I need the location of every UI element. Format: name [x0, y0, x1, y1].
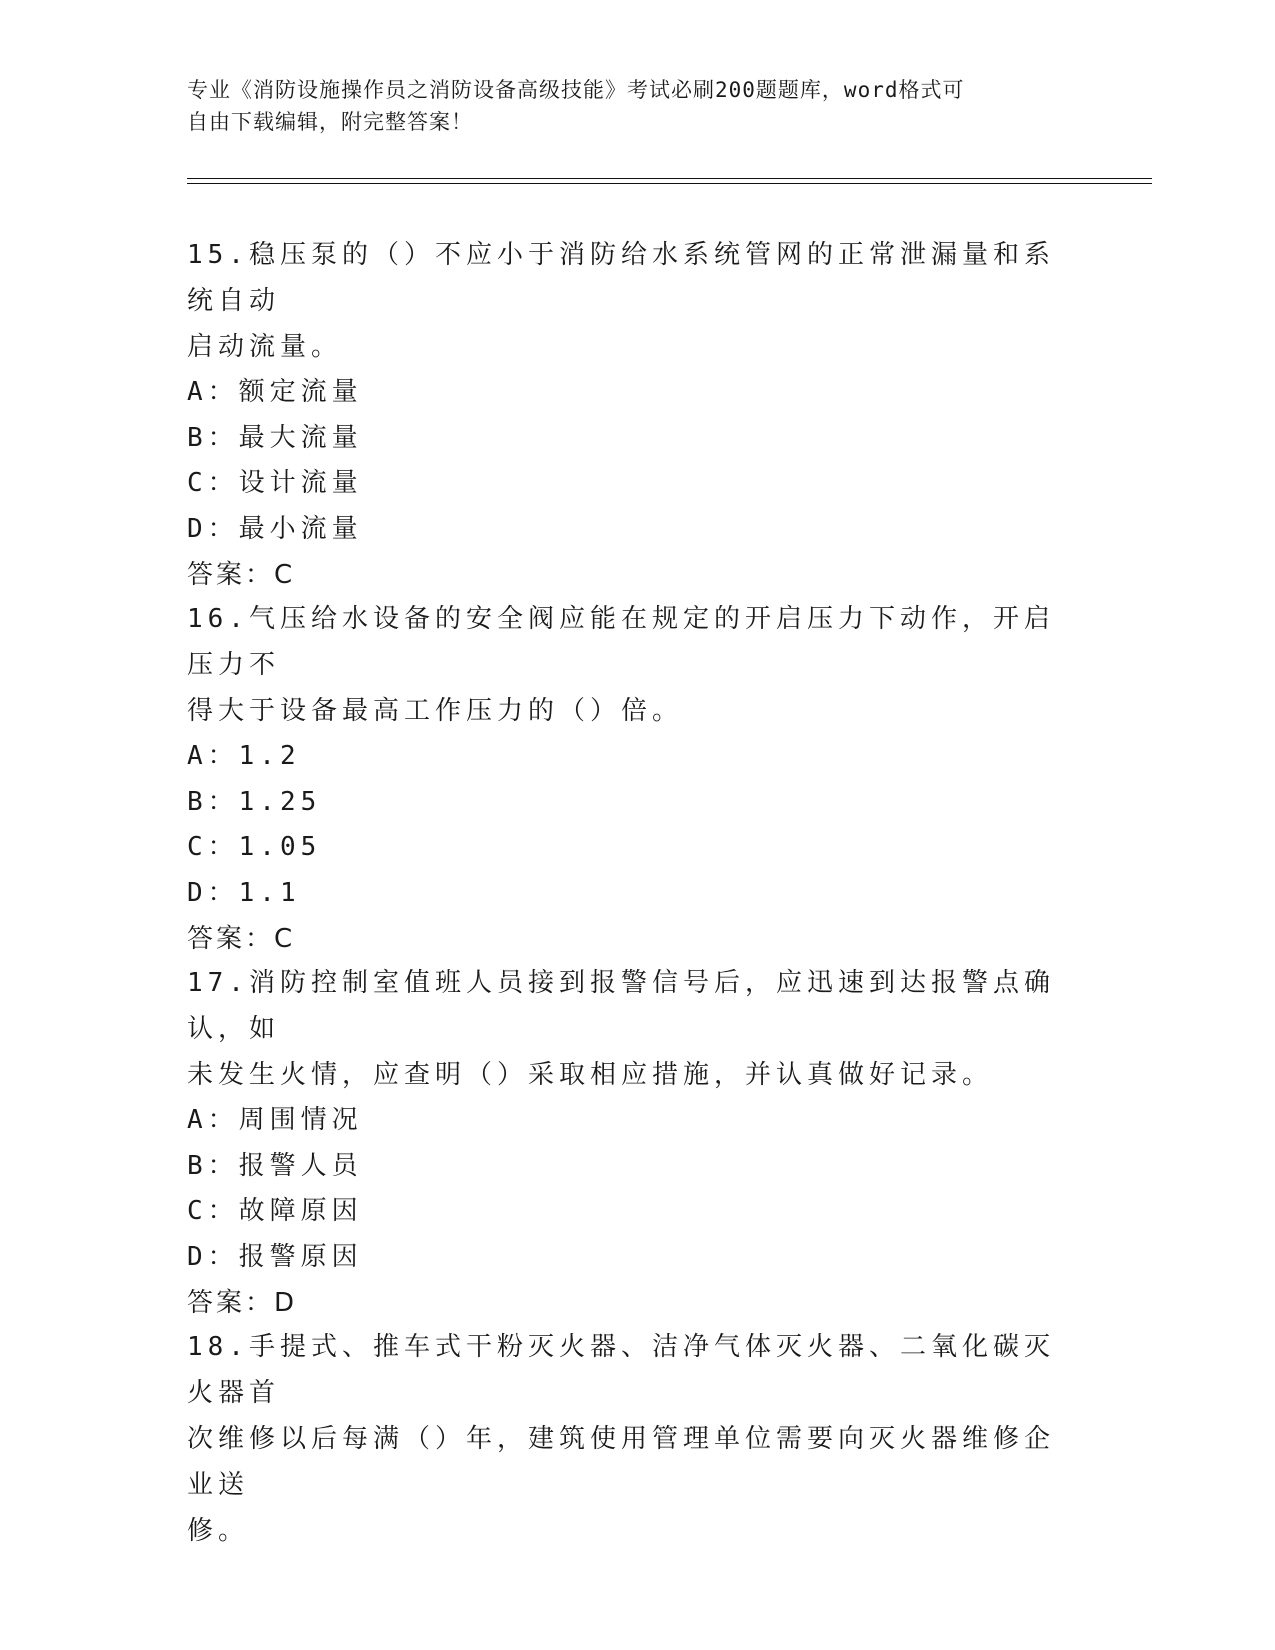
option-d: D：最小流量	[187, 513, 363, 544]
option-b: B：最大流量	[187, 422, 363, 453]
answer: 答案：C	[187, 924, 296, 954]
question-stem: 修。	[187, 1516, 250, 1546]
question-stem: 得大于设备最高工作压力的（）倍。	[187, 696, 684, 726]
question-stem: 15.稳压泵的（）不应小于消防给水系统管网的正常泄漏量和系统自动	[187, 240, 1055, 316]
option-b: B：1.25	[187, 786, 322, 817]
question-stem: 17.消防控制室值班人员接到报警信号后，应迅速到达报警点确认，如	[187, 968, 1055, 1044]
option-a: A：1.2	[187, 741, 301, 771]
question-18	[187, 1324, 1077, 1554]
option-c: C：1.05	[187, 832, 322, 862]
answer: 答案：C	[187, 560, 296, 590]
header-divider-bottom	[187, 183, 1152, 184]
answer: 答案：D	[187, 1288, 298, 1318]
question-stem: 18.手提式、推车式干粉灭火器、洁净气体灭火器、二氧化碳灭火器首	[187, 1332, 1055, 1408]
question-stem: 16.气压给水设备的安全阀应能在规定的开启压力下动作，开启压力不	[187, 604, 1055, 680]
question-15	[187, 232, 1077, 598]
header-line-1: 专业《消防设施操作员之消防设备高级技能》考试必刷200题题库，word格式可	[187, 78, 965, 102]
question-17	[187, 960, 1077, 1326]
question-16	[187, 596, 1077, 962]
option-a: A：周围情况	[187, 1105, 363, 1135]
option-c: C：设计流量	[187, 468, 363, 498]
option-a: A：额定流量	[187, 377, 363, 407]
option-d: D：1.1	[187, 877, 301, 908]
header-line-2: 自由下载编辑，附完整答案！	[187, 110, 473, 134]
option-b: B：报警人员	[187, 1150, 363, 1181]
option-d: D：报警原因	[187, 1241, 363, 1272]
question-stem: 启动流量。	[187, 332, 343, 362]
header-divider-top	[187, 178, 1152, 179]
question-stem: 次维修以后每满（）年，建筑使用管理单位需要向灭火器维修企业送	[187, 1424, 1056, 1500]
document-header	[187, 74, 1067, 138]
option-c: C：故障原因	[187, 1196, 363, 1226]
question-stem: 未发生火情，应查明（）采取相应措施，并认真做好记录。	[187, 1060, 994, 1090]
